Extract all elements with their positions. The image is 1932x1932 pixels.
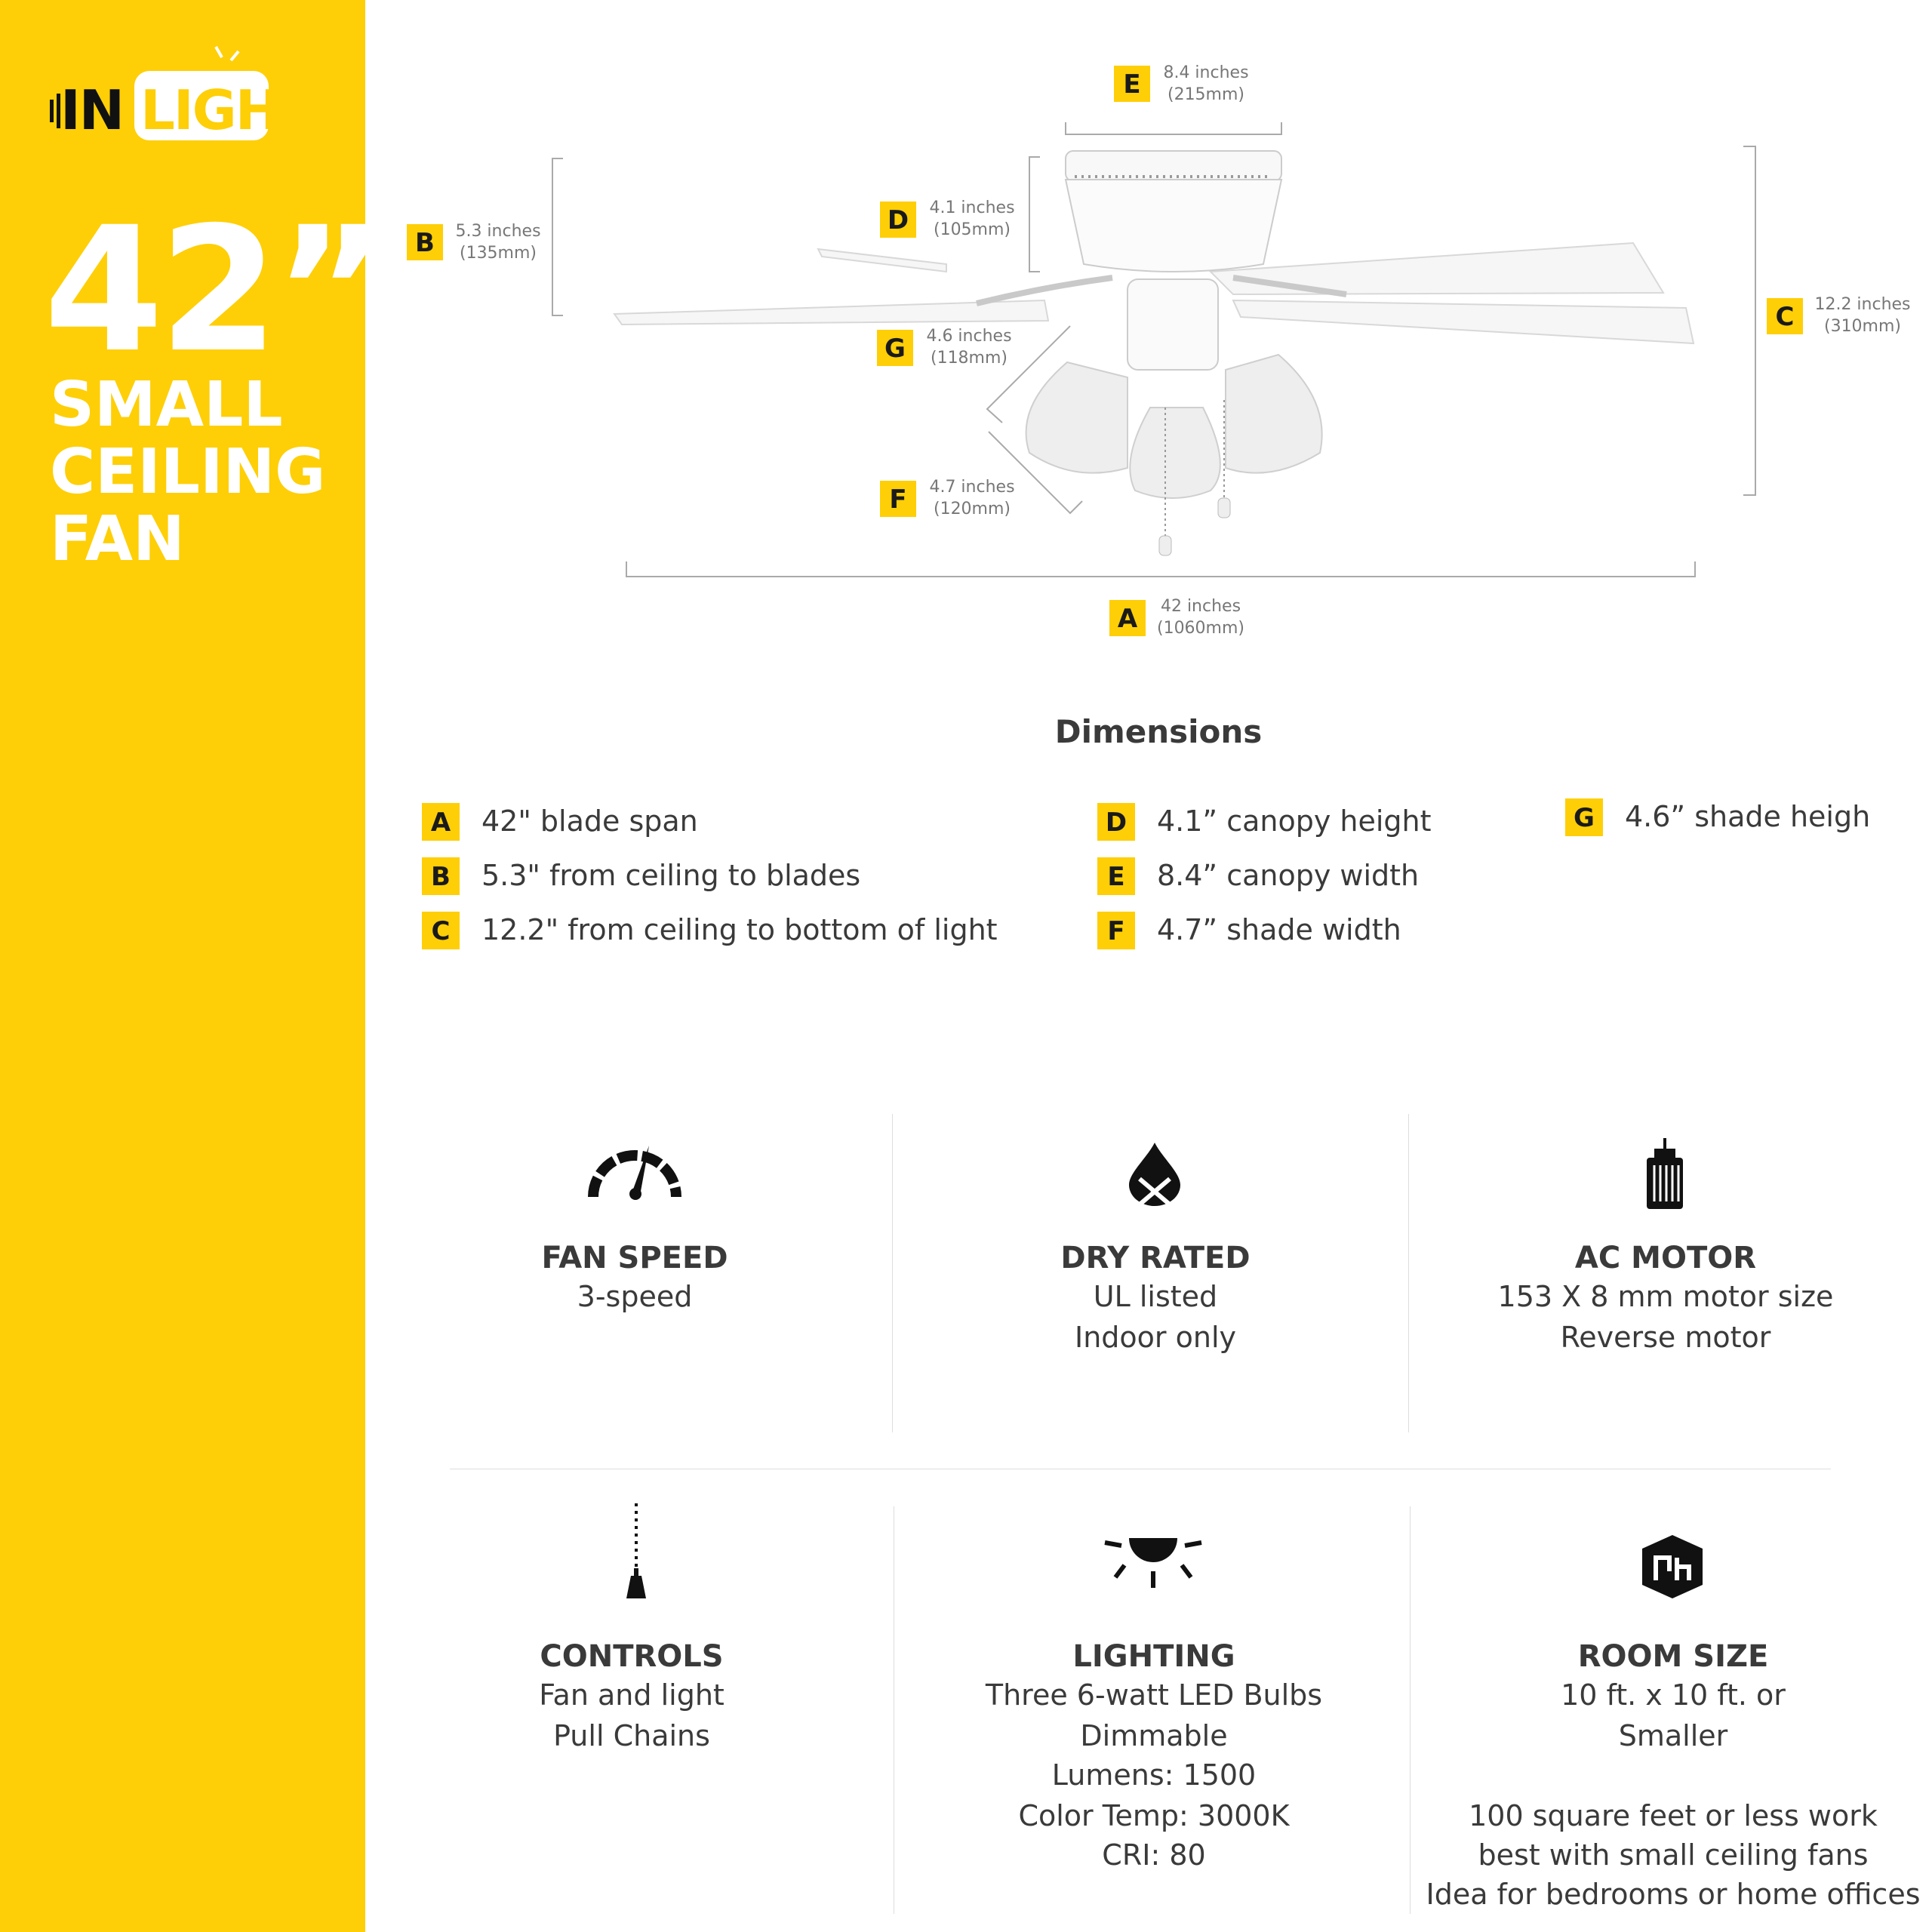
- light-icon: [1103, 1532, 1203, 1592]
- dim-c-inches: 12.2 inches: [1814, 295, 1911, 314]
- feature-ac-motor-line-1: 153 X 8 mm motor size: [1497, 1280, 1834, 1313]
- badge-b: B: [407, 224, 443, 260]
- dim-f-inches: 4.7 inches: [929, 478, 1015, 497]
- dim-line-a: [626, 561, 1695, 577]
- feature-controls-line-2: Pull Chains: [553, 1719, 710, 1752]
- feature-lighting-line-2: Dimmable: [1080, 1719, 1228, 1752]
- dim-d-inches: 4.1 inches: [929, 198, 1015, 217]
- feature-controls-line-1: Fan and light: [539, 1678, 724, 1712]
- dim-line-b: [552, 158, 563, 315]
- divider-v1: [892, 1114, 893, 1432]
- list-badge-e: E: [1097, 857, 1135, 895]
- badge-d: D: [880, 202, 916, 238]
- dim-item-c: 12.2" from ceiling to bottom of light: [481, 913, 998, 946]
- feature-room-size-line-2: Smaller: [1618, 1719, 1728, 1752]
- title-ceiling: CEILING: [50, 436, 326, 508]
- feature-room-size-line-1: 10 ft. x 10 ft. or: [1561, 1678, 1786, 1712]
- dim-a-inches: 42 inches: [1160, 597, 1241, 616]
- logo-in-text: IN: [60, 78, 124, 142]
- dim-item-a: 42" blade span: [481, 804, 698, 838]
- dim-f-label: [919, 476, 1025, 520]
- badge-g: G: [877, 330, 913, 366]
- speedometer-icon: [587, 1137, 682, 1200]
- badge-a: A: [1109, 600, 1146, 636]
- feature-fan-speed-line-1: 3-speed: [577, 1280, 693, 1313]
- list-badge-b: B: [422, 857, 460, 895]
- title-fan: FAN: [50, 503, 185, 575]
- dim-b-label: [445, 220, 551, 264]
- fan-size-heading: 42”: [44, 189, 383, 390]
- dim-a-label: [1148, 595, 1254, 639]
- dim-item-d: 4.1” canopy height: [1157, 804, 1432, 838]
- dim-d-mm: (105mm): [933, 220, 1011, 239]
- feature-controls-title: CONTROLS: [540, 1639, 724, 1674]
- divider-v2: [1408, 1114, 1409, 1432]
- logo-rays-icon: [201, 44, 261, 89]
- dimensions-title: Dimensions: [1054, 713, 1263, 750]
- feature-dry-rated-title: DRY RATED: [1060, 1241, 1251, 1275]
- dim-e-label: [1153, 62, 1259, 106]
- dim-item-e: 8.4” canopy width: [1157, 859, 1420, 892]
- fan-diagram: [365, 0, 1932, 679]
- sidebar: [0, 0, 383, 1932]
- dim-b-mm: (135mm): [459, 244, 537, 263]
- badge-f: F: [880, 481, 916, 517]
- droplet-icon: [1128, 1141, 1182, 1206]
- dim-g-label: [916, 325, 1022, 369]
- list-badge-f: F: [1097, 912, 1135, 949]
- feature-room-size-line-6: Idea for bedrooms or home offices: [1426, 1878, 1921, 1911]
- dim-line-c: [1743, 146, 1755, 495]
- feature-ac-motor-line-2: Reverse motor: [1560, 1321, 1771, 1354]
- dim-line-e: [1066, 122, 1281, 134]
- dim-c-label: [1806, 294, 1919, 337]
- feature-dry-rated-line-1: UL listed: [1093, 1280, 1218, 1313]
- list-badge-g: G: [1565, 798, 1603, 836]
- dim-c-mm: (310mm): [1823, 317, 1902, 336]
- feature-fan-speed-title: FAN SPEED: [541, 1241, 728, 1275]
- canopy: [1066, 151, 1281, 272]
- list-badge-c: C: [422, 912, 460, 949]
- feature-lighting-line-3: Lumens: 1500: [1051, 1758, 1257, 1792]
- dim-item-f: 4.7” shade width: [1157, 913, 1401, 946]
- logo-light-text: LIGHT: [140, 78, 315, 142]
- feature-lighting-line-5: CRI: 80: [1102, 1838, 1206, 1872]
- dim-d-label: [919, 197, 1025, 241]
- feature-ac-motor-title: AC MOTOR: [1574, 1241, 1757, 1275]
- feature-lighting-title: LIGHTING: [1072, 1639, 1235, 1674]
- dim-a-mm: (1060mm): [1156, 619, 1244, 638]
- dim-b-inches: 5.3 inches: [455, 222, 541, 241]
- feature-room-size-title: ROOM SIZE: [1577, 1639, 1769, 1674]
- dim-e-inches: 8.4 inches: [1163, 63, 1249, 82]
- pull-chain-icon: [625, 1502, 648, 1601]
- feature-lighting-line-1: Three 6-watt LED Bulbs: [985, 1678, 1323, 1712]
- feature-dry-rated-line-2: Indoor only: [1075, 1321, 1236, 1354]
- list-badge-d: D: [1097, 803, 1135, 841]
- badge-e: E: [1114, 66, 1150, 102]
- dim-g-mm: (118mm): [930, 349, 1008, 368]
- blade-right-bottom: [1233, 300, 1694, 343]
- blade-back: [818, 249, 946, 272]
- dim-item-b: 5.3" from ceiling to blades: [481, 859, 861, 892]
- feature-lighting-line-4: Color Temp: 3000K: [1018, 1799, 1290, 1832]
- dim-line-d: [1029, 157, 1040, 272]
- feature-room-size-line-5: best with small ceiling fans: [1478, 1838, 1869, 1872]
- dim-g-inches: 4.6 inches: [926, 327, 1012, 346]
- room-icon: [1641, 1535, 1704, 1598]
- inlight-logo: [50, 44, 315, 142]
- list-badge-a: A: [422, 803, 460, 841]
- dim-f-mm: (120mm): [933, 500, 1011, 518]
- motor-icon: [1644, 1138, 1686, 1214]
- dim-e-mm: (215mm): [1167, 85, 1245, 104]
- light-shades: [1026, 355, 1322, 498]
- light-kit-housing: [1128, 279, 1218, 370]
- dim-item-g: 4.6” shade heigh: [1625, 800, 1871, 833]
- badge-c: C: [1767, 298, 1803, 334]
- title-small: SMALL: [50, 369, 283, 441]
- feature-room-size-line-4: 100 square feet or less work: [1469, 1799, 1878, 1832]
